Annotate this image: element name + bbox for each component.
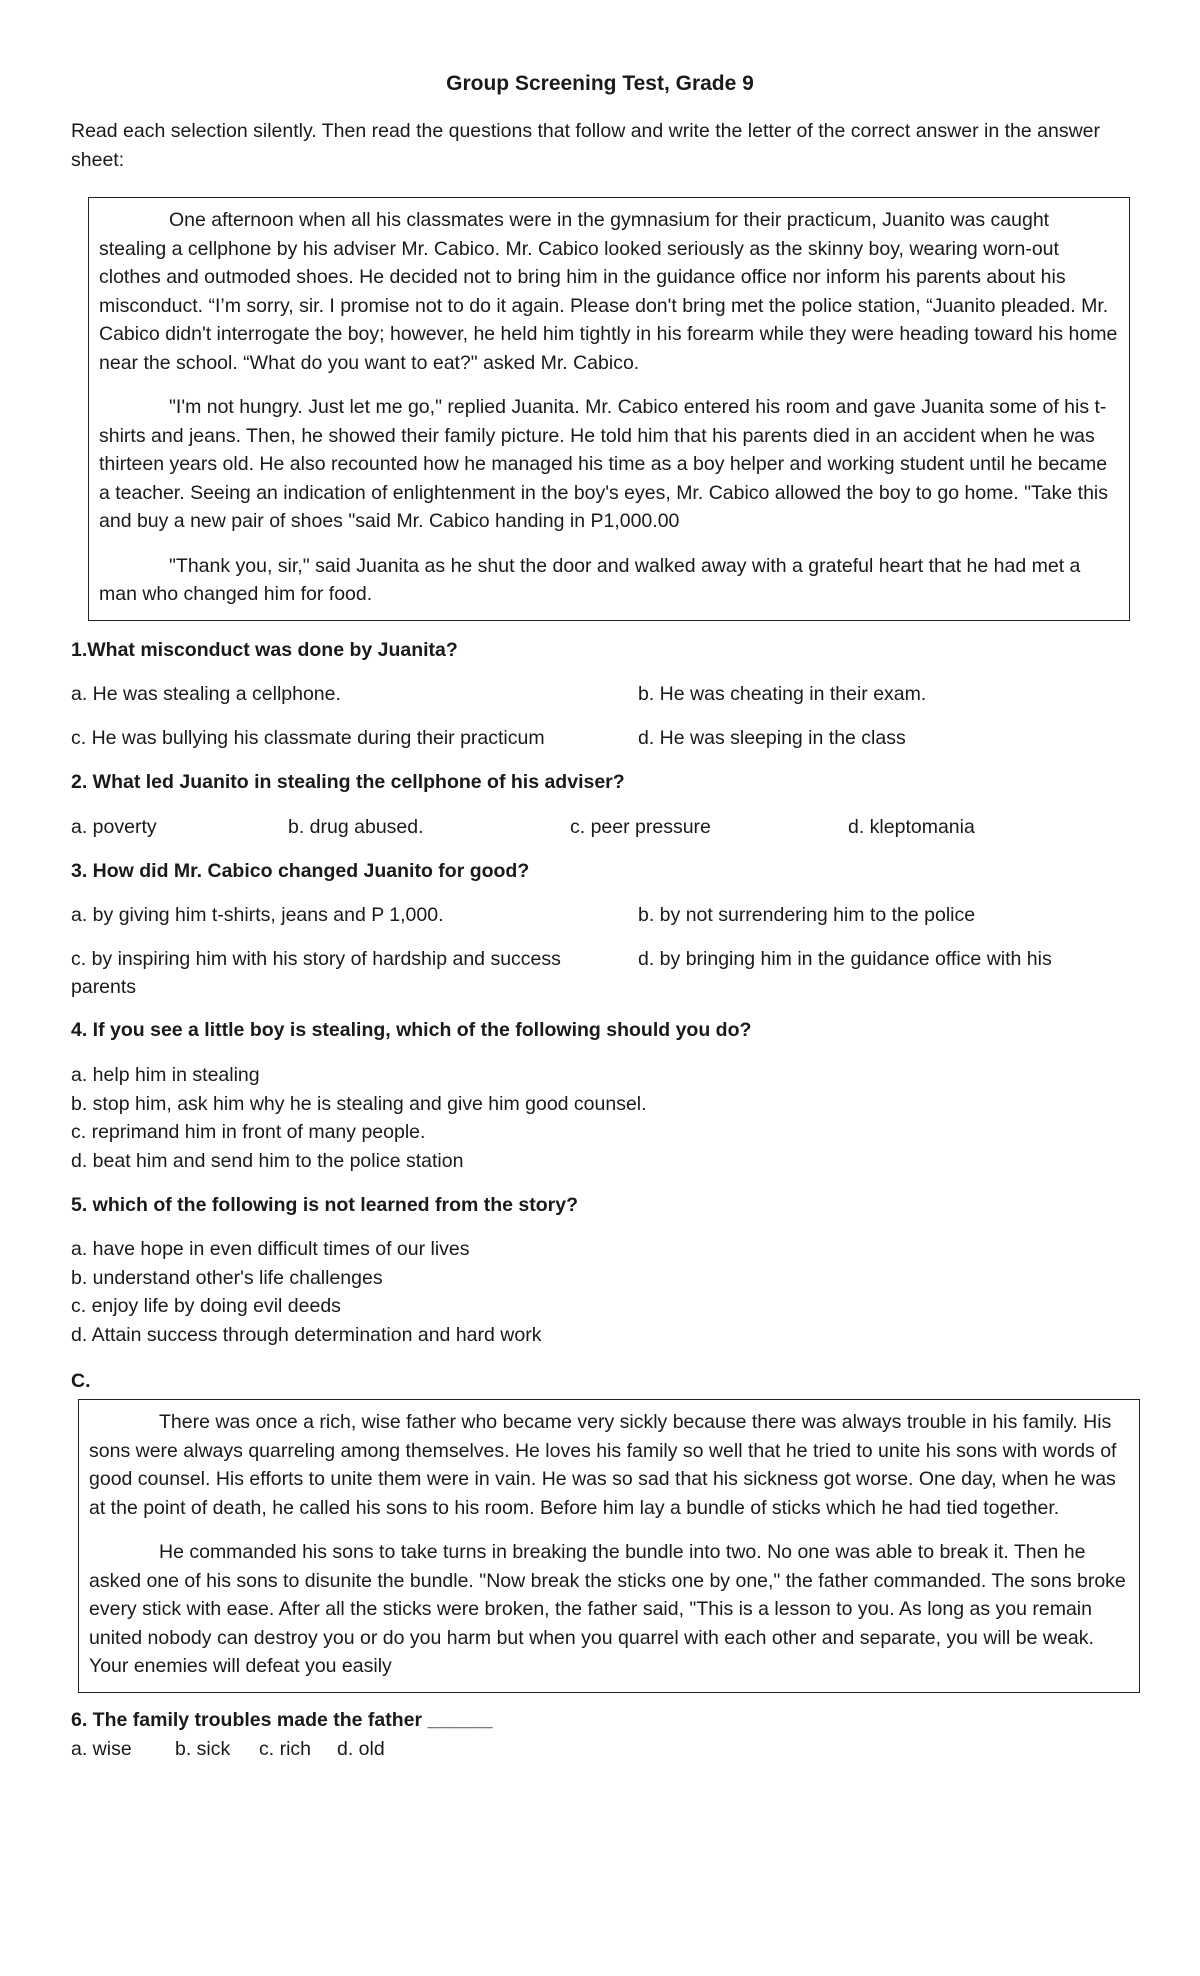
question-5 bbox=[71, 1191, 1141, 1220]
question-text: 6. The family troubles made the father ______ bbox=[71, 1709, 493, 1731]
q6-option-d: d. old bbox=[337, 1738, 385, 1760]
question-2 bbox=[71, 768, 1141, 797]
q4-option-a: a. help him in stealing bbox=[71, 1064, 260, 1086]
question-text: 5. which of the following is not learned from the story? bbox=[71, 1194, 579, 1216]
q5-option-c: c. enjoy life by doing evil deeds bbox=[71, 1295, 341, 1317]
story-paragraph: "Thank you, sir," said Juanita as he shut the door and walked away with a grateful heart that he had met a man who changed him for food. bbox=[99, 554, 1081, 605]
q2-option-a: a. poverty bbox=[71, 816, 157, 838]
instructions: Read each selection silently. Then read the questions that follow and write the letter of the correct answer in the answer sheet: bbox=[71, 120, 1101, 171]
question-text: 1.What misconduct was done by Juanita? bbox=[71, 639, 458, 661]
q4-options bbox=[71, 1061, 1141, 1175]
story-box-juanito bbox=[88, 197, 1130, 621]
q4-option-c: c. reprimand him in front of many people. bbox=[71, 1121, 426, 1143]
q1-option-d: d. He was sleeping in the class bbox=[638, 727, 906, 749]
question-4 bbox=[71, 1016, 1141, 1045]
q6-option-b: b. sick bbox=[175, 1738, 231, 1760]
q5-option-b: b. understand other's life challenges bbox=[71, 1266, 383, 1289]
story-paragraph: He commanded his sons to take turns in breaking the bundle into two. No one was able to break it. Then he asked one of his sons to disunite the bundle. "Now break the sticks one by one," the father commanded. The sons broke every stick with ease. After all the sticks were broken, the father said, "This is a lesson to you. As long as you remain united nobody can destroy you or do you harm but when you quarrel with each other and separate, you will be weak. Your enemies will defeat you easily bbox=[89, 1541, 1126, 1677]
q3-option-d-continued: parents bbox=[71, 976, 137, 998]
story-box-father bbox=[78, 1399, 1140, 1693]
story-paragraph: "I'm not hungry. Just let me go," replied Juanita. Mr. Cabico entered his room and gave Juanita some of his t-shirts and jeans. Then, he showed their family picture. He told him that his parents died in an accident when he was thirteen years old. He also recounted how he managed his time as a boy helper and working student until he became a teacher. Seeing an indication of enlightenment in the boy's eyes, Mr. Cabico allowed the boy to go home. "Take this and buy a new pair of shoes "said Mr. Cabico handing in P1,000.00 bbox=[99, 396, 1109, 532]
story-paragraph: One afternoon when all his classmates were in the gymnasium for their practicum, Juanito was caught stealing a cellphone by his adviser Mr. Cabico. Mr. Cabico looked seriously as the skinny boy, wearing worn-out clothes and outmoded shoes. He decided not to bring him in the guidance office nor inform his parents about his misconduct. “I’m sorry, sir. I promise not to do it again. Please don't bring met the police station, “Juanito pleaded. Mr. Cabico didn't interrogate the boy; however, he held him tightly in his forearm while they were heading toward his home near the school. “What do you want to eat?" asked Mr. Cabico. bbox=[99, 209, 1118, 374]
q5-option-d: d. Attain success through determination and hard work bbox=[71, 1323, 542, 1346]
q2-option-c: c. peer pressure bbox=[570, 816, 711, 838]
q3-option-b: b. by not surrendering him to the police bbox=[638, 904, 976, 926]
q6-option-a: a. wise bbox=[71, 1738, 132, 1760]
q1-option-a: a. He was stealing a cellphone. bbox=[71, 683, 341, 705]
q3-option-a: a. by giving him t-shirts, jeans and P 1,000. bbox=[71, 904, 444, 926]
page-title: Group Screening Test, Grade 9 bbox=[446, 72, 754, 95]
question-text: 2. What led Juanito in stealing the cellphone of his adviser? bbox=[71, 771, 625, 793]
q5-option-a: a. have hope in even difficult times of our lives bbox=[71, 1238, 470, 1260]
q3-option-d: d. by bringing him in the guidance office with his bbox=[638, 948, 1052, 970]
question-text: 3. How did Mr. Cabico changed Juanito for good? bbox=[71, 860, 530, 882]
q3-option-c: c. by inspiring him with his story of hardship and success bbox=[71, 948, 561, 970]
q5-options bbox=[71, 1235, 1141, 1349]
question-3 bbox=[71, 857, 1141, 886]
q6-option-c: c. rich bbox=[259, 1738, 312, 1760]
story-paragraph: There was once a rich, wise father who became very sickly because there was always trouble in his family. His sons were always quarreling among themselves. He loves his family so well that he tried to unite his sons with words of good counsel. His efforts to unite them were in vain. He was so sad that his sickness got worse. One day, when he was at the point of death, he called his sons to his room. Before him lay a bundle of sticks which he had tied together. bbox=[89, 1411, 1117, 1519]
q6-options bbox=[71, 1735, 1141, 1764]
question-1 bbox=[71, 636, 1141, 665]
q2-option-b: b. drug abused. bbox=[288, 816, 424, 838]
question-6 bbox=[71, 1706, 1141, 1735]
q4-option-d: d. beat him and send him to the police station bbox=[71, 1149, 464, 1172]
q4-option-b: b. stop him, ask him why he is stealing and give him good counsel. bbox=[71, 1092, 647, 1115]
q1-option-b: b. He was cheating in their exam. bbox=[638, 683, 927, 705]
question-text: 4. If you see a little boy is stealing, which of the following should you do? bbox=[71, 1019, 752, 1041]
q2-option-d: d. kleptomania bbox=[848, 816, 975, 838]
section-c-label: C. bbox=[71, 1370, 91, 1392]
q1-option-c: c. He was bullying his classmate during their practicum bbox=[71, 727, 545, 749]
